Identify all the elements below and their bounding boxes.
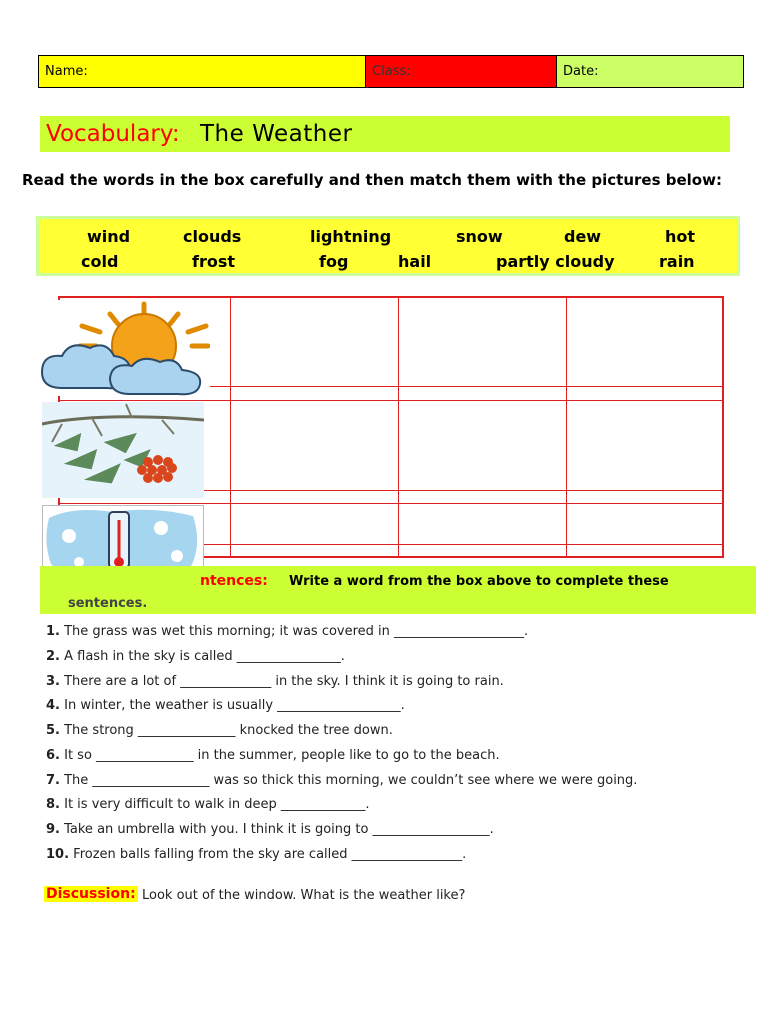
instruction-text: Read the words in the box carefully and then match them with the pictures below: <box>22 171 722 189</box>
answer-cell[interactable] <box>568 402 720 488</box>
sentence-line <box>46 649 345 664</box>
answer-cell[interactable] <box>400 300 564 384</box>
sentence-number: 6. <box>46 748 60 763</box>
sentence-text: It is very difficult to walk in deep _____________. <box>59 797 370 812</box>
sentences-instruction: Write a word from the box above to complete these <box>289 574 669 589</box>
sentence-text: There are a lot of ______________ in the sky. I think it is going to rain. <box>59 674 504 689</box>
sentence-text: The __________________ was so thick this morning, we couldn’t see where we were going. <box>59 773 638 788</box>
sentence-line <box>46 748 500 763</box>
sentence-text: Frozen balls falling from the sky are called _________________. <box>69 847 467 862</box>
grid-line <box>230 298 231 556</box>
sentence-number: 2. <box>46 649 60 664</box>
grid-line <box>566 298 567 556</box>
sentence-number: 9. <box>46 822 60 837</box>
title-vocabulary: Vocabulary: <box>46 121 180 147</box>
answer-cell[interactable] <box>400 505 564 543</box>
sentence-line <box>46 698 405 713</box>
word-box <box>36 216 740 276</box>
sentences-instruction-continued: sentences. <box>68 596 148 611</box>
sentence-line <box>46 674 504 689</box>
frost-icon <box>42 402 204 498</box>
sentence-text: It so _______________ in the summer, people like to go to the beach. <box>59 748 500 763</box>
date-field[interactable] <box>556 55 744 88</box>
discussion-text: Look out of the window. What is the weather like? <box>142 888 466 903</box>
date-label: Date: <box>563 64 599 79</box>
sentences-heading: ntences: <box>200 573 268 589</box>
sentence-number: 8. <box>46 797 60 812</box>
sentence-number: 10. <box>46 847 70 862</box>
sentence-line <box>46 773 637 788</box>
page-title: The Weather <box>200 121 353 147</box>
name-label: Name: <box>45 64 88 79</box>
sentence-line <box>46 847 466 862</box>
sentence-text: The strong _______________ knocked the tree down. <box>59 723 393 738</box>
answer-cell[interactable] <box>568 505 720 543</box>
sentence-number: 7. <box>46 773 60 788</box>
sentence-text: The grass was wet this morning; it was covered in ____________________. <box>59 624 529 639</box>
sentence-text: Take an umbrella with you. I think it is going to __________________. <box>59 822 494 837</box>
word-item: dew <box>564 227 602 246</box>
answer-cell[interactable] <box>232 505 396 543</box>
word-item: frost <box>192 252 236 271</box>
answer-cell[interactable] <box>232 300 396 384</box>
class-label: Class: <box>372 64 411 79</box>
grid-line <box>398 298 399 556</box>
word-item: partly cloudy <box>496 252 615 271</box>
sentence-number: 4. <box>46 698 60 713</box>
sentence-line <box>46 797 370 812</box>
sentence-number: 1. <box>46 624 60 639</box>
sentence-line <box>46 822 494 837</box>
sentence-number: 5. <box>46 723 60 738</box>
word-item: rain <box>659 252 695 271</box>
word-item: hot <box>665 227 696 246</box>
answer-cell[interactable] <box>232 402 396 488</box>
grid-line <box>60 400 722 401</box>
word-item: wind <box>87 227 131 246</box>
word-item: cold <box>81 252 119 271</box>
class-field[interactable] <box>365 55 557 88</box>
word-item: lightning <box>310 227 392 246</box>
word-item: fog <box>319 252 349 271</box>
answer-cell[interactable] <box>568 300 720 384</box>
name-field[interactable] <box>38 55 366 88</box>
grid-line <box>60 503 722 504</box>
discussion-label: Discussion: <box>46 886 136 902</box>
word-item: snow <box>456 227 503 246</box>
sentence-number: 3. <box>46 674 60 689</box>
sentence-line <box>46 624 528 639</box>
sentence-line <box>46 723 393 738</box>
partly-cloudy-icon <box>40 300 210 396</box>
word-item: clouds <box>183 227 242 246</box>
answer-cell[interactable] <box>400 402 564 488</box>
word-item: hail <box>398 252 432 271</box>
sentence-text: A flash in the sky is called ________________. <box>59 649 345 664</box>
sentence-text: In winter, the weather is usually ___________________. <box>59 698 405 713</box>
